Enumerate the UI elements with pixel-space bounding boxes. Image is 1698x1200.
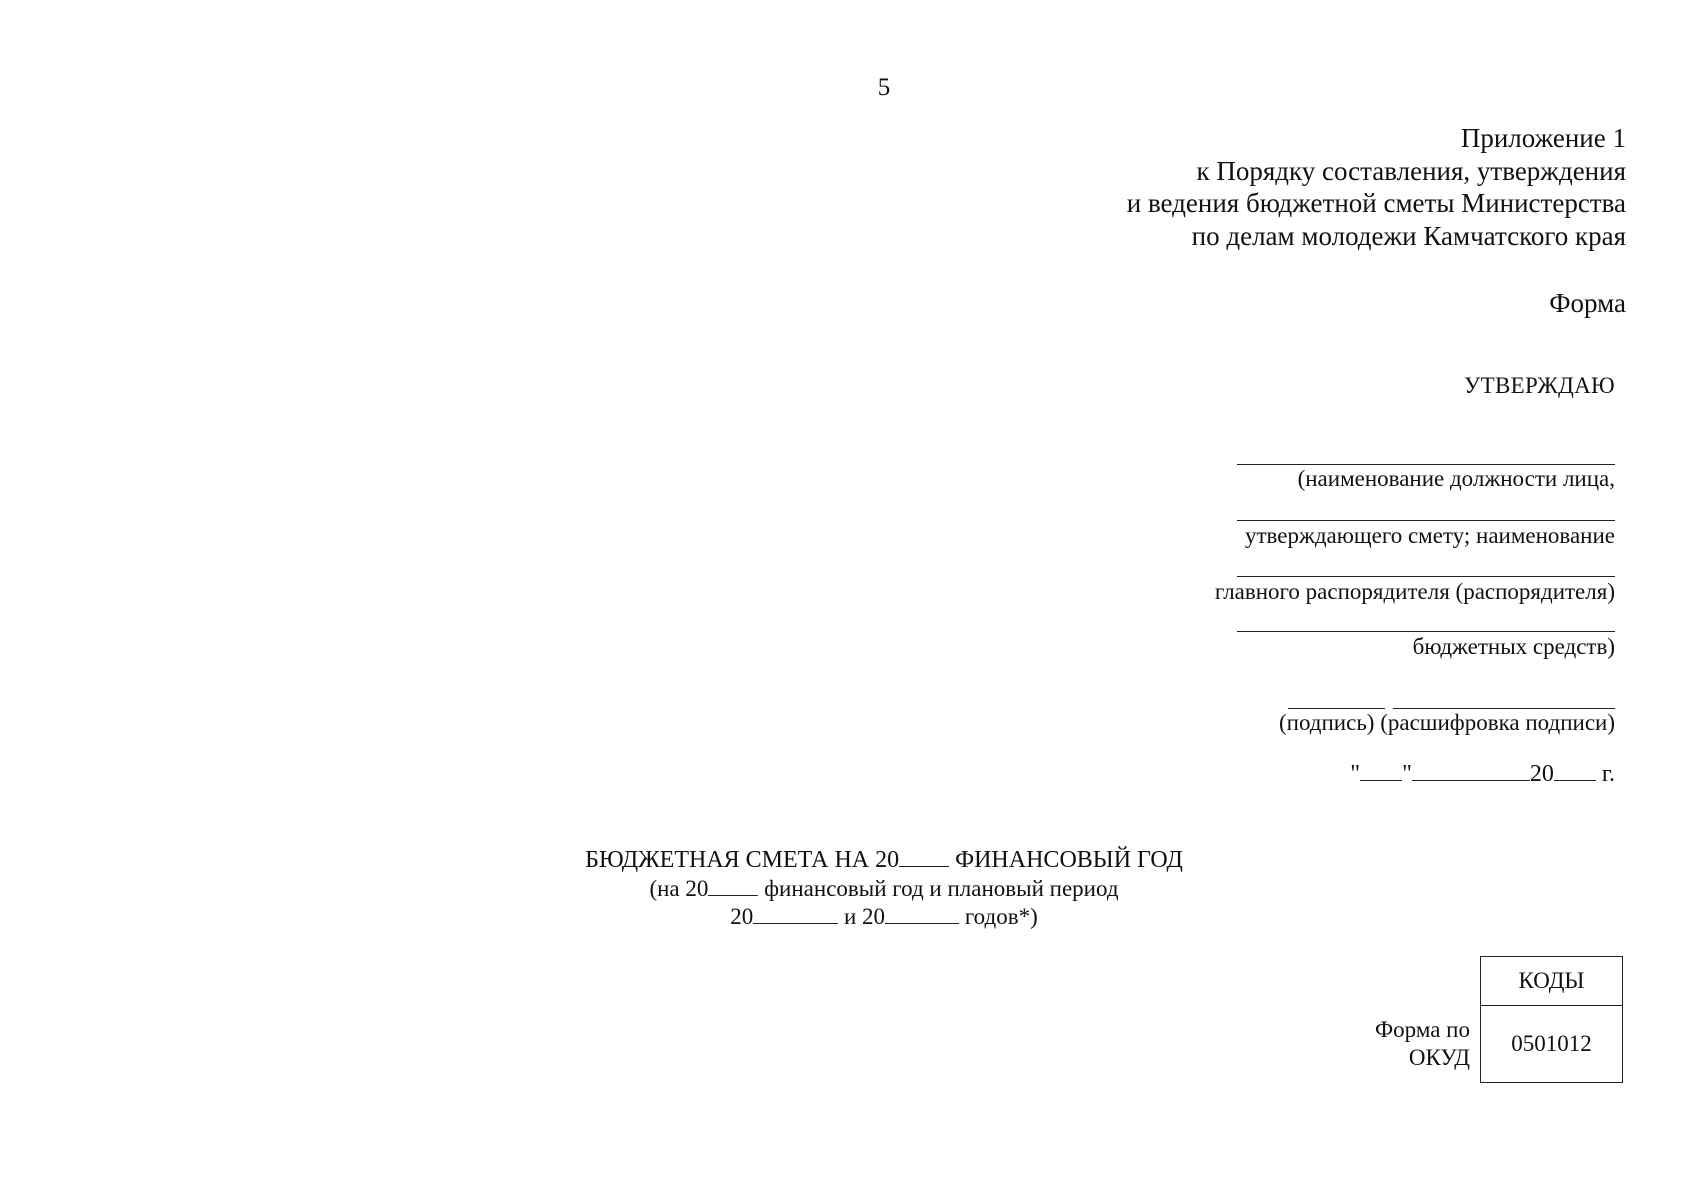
- annex-header: [1127, 122, 1626, 252]
- title-main-suffix: ФИНАНСОВЫЙ ГОД: [955, 847, 1183, 873]
- title-sub1-year-blank: [708, 877, 758, 896]
- title-sub2-prefix: 20: [730, 904, 754, 929]
- annex-line-1: Приложение 1: [1460, 123, 1626, 153]
- approval-caption-4: бюджетных средств): [1412, 634, 1615, 659]
- approval-date-line: [1350, 760, 1615, 788]
- title-sub-line-2: [0, 903, 1698, 931]
- title-sub1-prefix: (на 20: [649, 876, 709, 901]
- approval-heading: УТВЕРЖДАЮ: [1464, 373, 1615, 398]
- title-sub1-suffix: финансовый год и плановый период: [764, 876, 1119, 901]
- okud-label: [1375, 1016, 1470, 1072]
- title-sub-line-1: [0, 875, 1698, 903]
- year-blank: [1554, 760, 1596, 781]
- approval-caption-3: главного распорядителя (распорядителя): [1214, 579, 1615, 604]
- month-blank: [1412, 760, 1530, 781]
- title-year-blank: [899, 848, 949, 867]
- date-open-quote: ": [1350, 761, 1361, 787]
- date-year-prefix: 20: [1529, 761, 1554, 787]
- position-blank-line-3: [1237, 576, 1615, 577]
- approval-caption-2: утверждающего смету; наименование: [1244, 523, 1615, 548]
- okud-label-line-1: Форма по: [1375, 1017, 1470, 1042]
- signature-blank-line: [1288, 708, 1385, 709]
- day-blank: [1360, 760, 1402, 781]
- approval-caption-1: (наименование должности лица,: [1297, 466, 1615, 491]
- title-sub2-suffix: годов*): [964, 904, 1038, 929]
- codes-header: КОДЫ: [1481, 957, 1623, 1006]
- position-blank-line-2: [1237, 520, 1615, 521]
- title-sub2-middle: и 20: [844, 904, 886, 929]
- document-title: [0, 845, 1698, 931]
- date-close-quote: ": [1402, 761, 1412, 787]
- annex-line-2: к Порядку составления, утверждения: [1196, 155, 1626, 186]
- signature-transcript-blank-line: [1393, 708, 1615, 709]
- codes-table: [1480, 956, 1623, 1083]
- position-blank-line-1: [1237, 464, 1615, 465]
- position-blank-line-4: [1237, 631, 1615, 632]
- title-sub2-year-blank-2: [885, 905, 959, 924]
- page-number: 5: [877, 74, 891, 101]
- title-main-prefix: БЮДЖЕТНАЯ СМЕТА НА 20: [585, 847, 900, 873]
- date-suffix: г.: [1601, 761, 1615, 787]
- title-sub2-year-blank-1: [753, 905, 838, 924]
- annex-line-3: и ведения бюджетной сметы Министерства: [1126, 188, 1626, 218]
- signature-caption: (подпись) (расшифровка подписи): [1278, 710, 1615, 735]
- annex-line-4: по делам молодежи Камчатского края: [1191, 220, 1626, 251]
- form-label: Форма: [1549, 288, 1626, 318]
- okud-code-value: 0501012: [1481, 1006, 1623, 1083]
- title-main-line: [0, 845, 1698, 875]
- okud-label-line-2: ОКУД: [1408, 1045, 1470, 1070]
